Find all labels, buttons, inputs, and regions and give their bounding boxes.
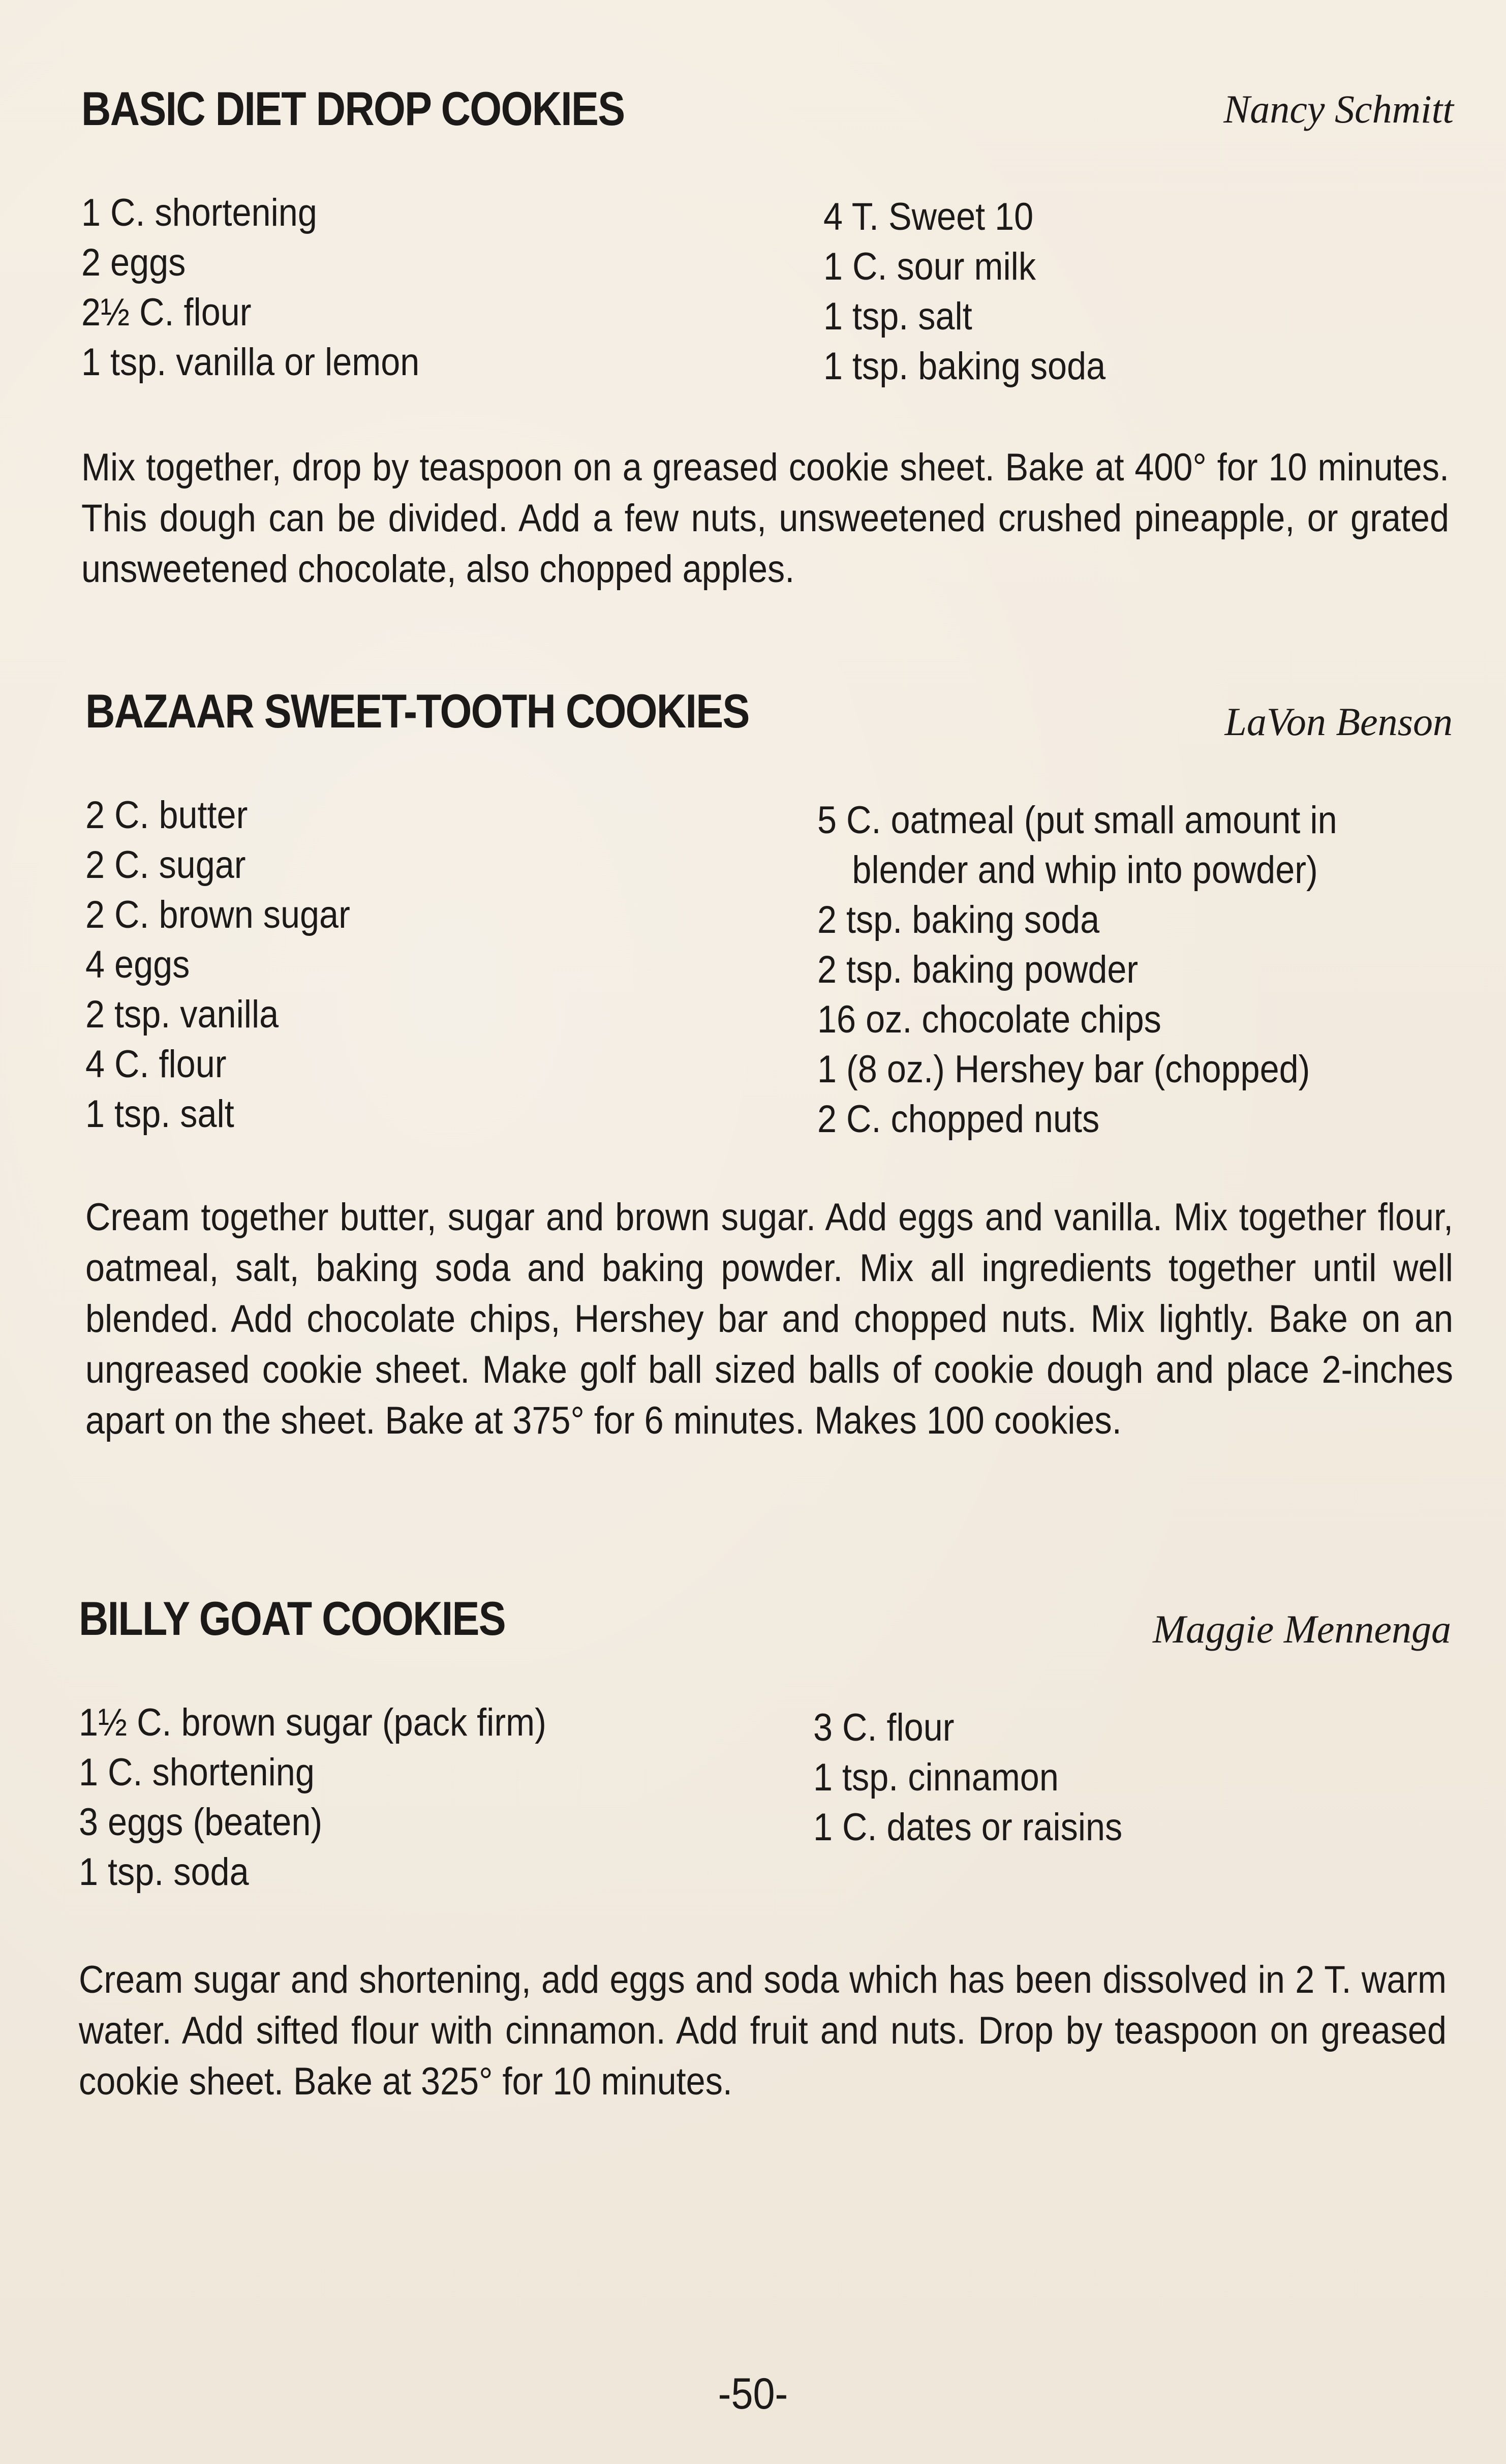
page-number: -50- (718, 2369, 788, 2418)
ingredient: 1 (8 oz.) Hershey bar (chopped) (817, 1048, 1310, 1091)
recipe-title: BASIC DIET DROP COOKIES (81, 82, 625, 135)
ingredients-right (823, 192, 1105, 391)
ingredient: 1 C. sour milk (823, 245, 1036, 288)
recipe-author: Maggie Mennenga (1153, 1607, 1451, 1651)
ingredient: 1 tsp. baking soda (823, 345, 1106, 388)
ingredient: 1 tsp. vanilla or lemon (81, 341, 420, 384)
ingredient: 2½ C. flour (81, 291, 252, 334)
ingredient: 2 C. brown sugar (85, 893, 350, 936)
ingredient: 1½ C. brown sugar (pack firm) (79, 1701, 546, 1744)
ingredient: 4 eggs (85, 943, 190, 986)
ingredient: 1 tsp. salt (85, 1092, 234, 1136)
ingredient: 4 C. flour (85, 1043, 227, 1086)
ingredient: 2 C. chopped nuts (817, 1098, 1100, 1141)
ingredient: 2 tsp. vanilla (85, 993, 279, 1036)
recipe-billy-goat-cookies (79, 1591, 1451, 2125)
ingredients-right (813, 1703, 1122, 1852)
ingredient: 5 C. oatmeal (put small amount in (817, 799, 1337, 842)
recipe-title: BILLY GOAT COOKIES (79, 1592, 505, 1645)
recipe-directions: Cream sugar and shortening, add eggs and soda which has been dissolved in 2 T. warm water. Add sifted flour with cinnamon. Add fruit and nuts. Drop by teaspoon on greased cookie sheet. Bake at 325° for 10 minutes. (79, 1958, 1447, 2103)
recipe-author: Nancy Schmitt (1223, 87, 1454, 131)
ingredient: 1 C. dates or raisins (813, 1806, 1123, 1849)
ingredient: 2 tsp. baking soda (817, 898, 1100, 941)
ingredient: 2 C. butter (85, 794, 248, 837)
ingredient: 3 eggs (beaten) (79, 1801, 323, 1844)
ingredients-left (79, 1698, 546, 1897)
recipe-title: BAZAAR SWEET-TOOTH COOKIES (85, 684, 749, 738)
ingredient: 1 tsp. soda (79, 1850, 249, 1894)
ingredient: 3 C. flour (813, 1706, 955, 1749)
ingredients-left (85, 790, 350, 1139)
ingredients-left (81, 188, 419, 387)
ingredient: blender and whip into powder) (852, 848, 1318, 892)
ingredient: 2 eggs (81, 241, 186, 284)
ingredient: 2 tsp. baking powder (817, 948, 1139, 991)
ingredient: 4 T. Sweet 10 (823, 195, 1034, 238)
ingredients-right (817, 796, 1337, 1144)
ingredient: 16 oz. chocolate chips (817, 998, 1161, 1041)
recipe-author: LaVon Benson (1224, 699, 1453, 744)
recipe-directions: Cream together butter, sugar and brown sugar. Add eggs and vanilla. Mix together flour, oatmeal, salt, baking soda and baking powder. Mix all ingredients together until well blended. Add chocolate chips, Hershey bar and chopped nuts. Mix lightly. Bake on an ungreased cookie sheet. Make golf ball sized balls of cookie dough and place 2-inches apart on the sheet. Bake at 375° for 6 minutes. Makes 100 cookies. (85, 1196, 1453, 1442)
ingredient: 1 tsp. salt (823, 295, 972, 338)
ingredient: 1 C. shortening (79, 1751, 315, 1794)
ingredient: 1 C. shortening (81, 191, 317, 234)
recipe-bazaar-sweet-tooth-cookies (85, 684, 1458, 1497)
recipe-directions: Mix together, drop by teaspoon on a greased cookie sheet. Bake at 400° for 10 minutes. This dough can be divided. Add a few nuts, unsweetened crushed pineapple, or grated unsweetened chocolate, also chopped apples. (81, 446, 1449, 591)
ingredient: 1 tsp. cinnamon (813, 1756, 1059, 1799)
recipe-basic-diet-drop-cookies (81, 81, 1454, 605)
ingredient: 2 C. sugar (85, 843, 246, 887)
